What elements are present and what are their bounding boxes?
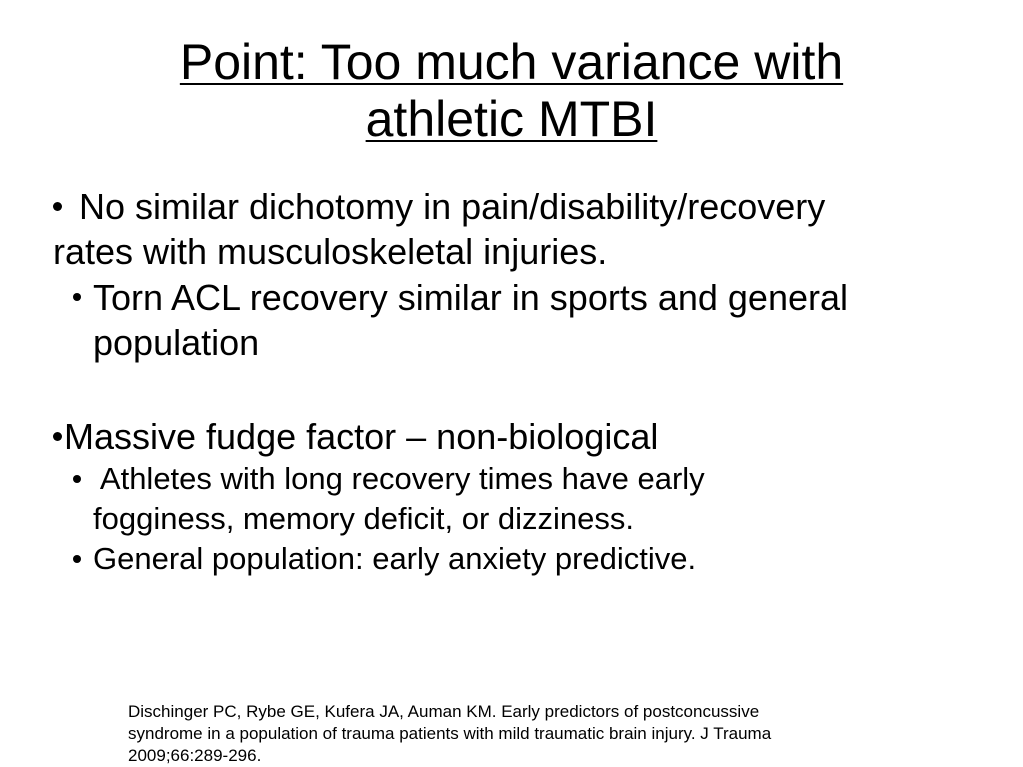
bullet-dot-icon [53,432,62,441]
citation [128,701,958,767]
bullet-2-sub-2-line-1: General population: early anxiety predictive. [93,541,697,576]
bullet-dot-icon [53,202,62,211]
bullet-1-text-line-1: No similar dichotomy in pain/disability/recovery [69,186,826,227]
bullet-2-sub-2 [73,539,993,579]
bullet-2-sub-1 [73,459,993,539]
slide-title-line-2: athletic MTBI [365,91,658,147]
bullet-1-sub-1-line-1: Torn ACL recovery similar in sports and general [93,277,848,318]
bullet-2-sub-1-line-2: fogginess, memory deficit, or dizziness. [93,501,634,536]
bullet-2-sub-1-line-1: Athletes with long recovery times have early [93,461,705,496]
slide-title-line-1: Point: Too much variance with [179,34,844,90]
citation-line-2: syndrome in a population of trauma patients with mild traumatic brain injury. J Trauma [128,724,772,743]
bullet-1 [53,184,953,274]
bullet-1-sub-1-line-2: population [93,322,260,363]
bullet-2 [53,414,953,459]
bullet-1-sub-1 [73,275,993,365]
slide-title [0,34,1023,148]
citation-line-1: Dischinger PC, Rybe GE, Kufera JA, Auman KM. Early predictors of postconcussive [128,702,760,721]
bullet-dot-icon [73,555,81,563]
bullet-1-text-line-2: rates with musculoskeletal injuries. [53,231,608,272]
bullet-2-text-line-1: Massive fudge factor – non-biological [64,416,659,457]
citation-line-3: 2009;66:289-296. [128,746,262,765]
bullet-dot-icon [73,475,81,483]
bullet-dot-icon [73,293,81,301]
